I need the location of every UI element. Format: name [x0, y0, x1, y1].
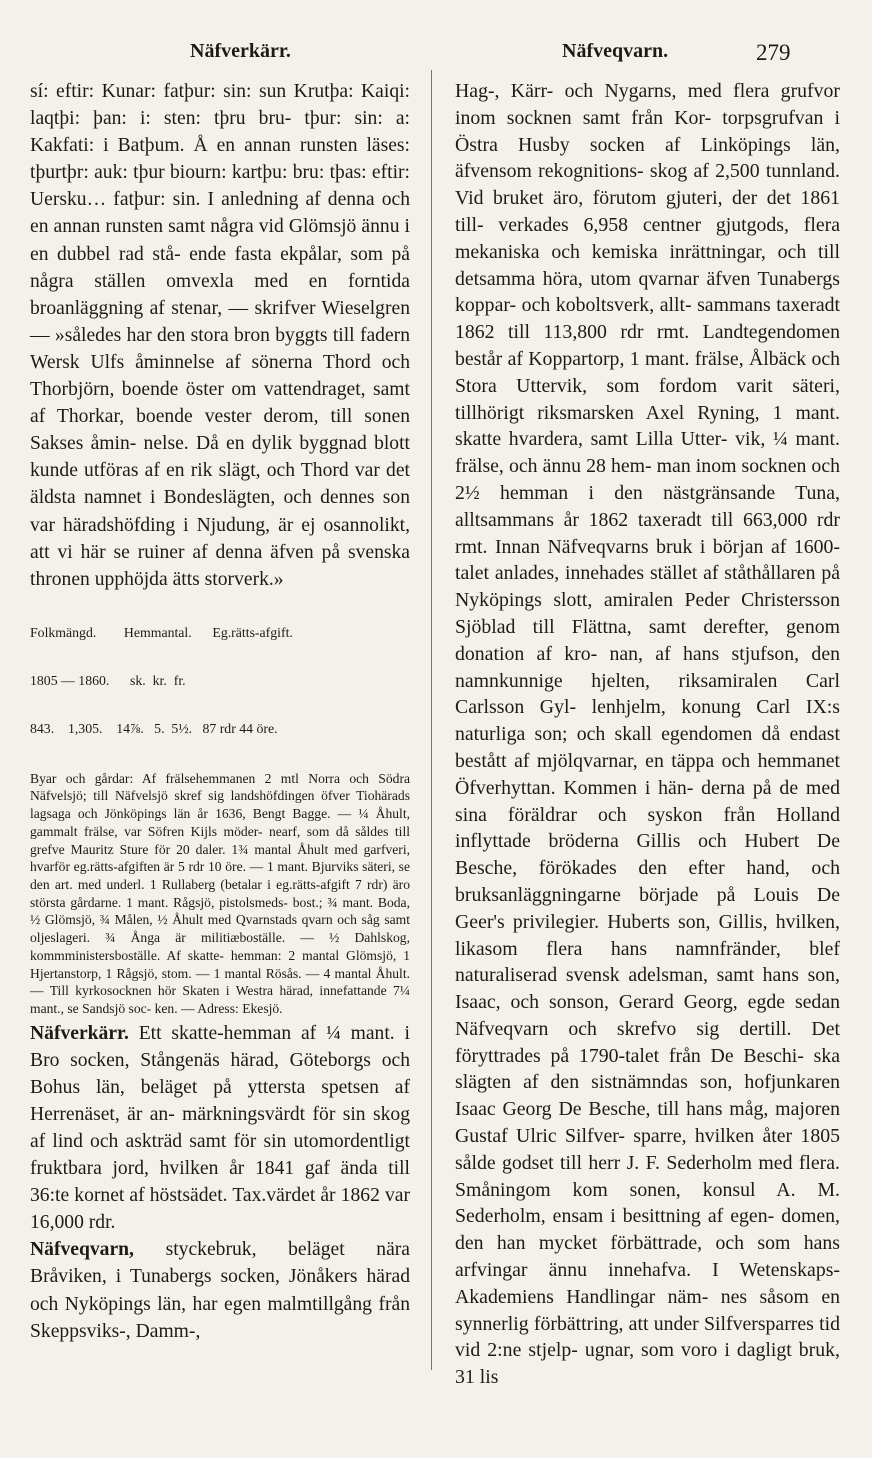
statistics-table — [30, 593, 410, 769]
entry-text-nafverkarr: Ett skatte-hemman af ¼ mant. i Bro socken, Stångenäs härad, Göteborgs och Bohus län, beläget på yttersta spetsen af Herrenäset, är an- märkningsvärdt för sin skog af lind och askträd samt för sin utomordentligt fruktbara jord, hvilken år 1841 gaf ända till 36:te kornet af höstsädet. Tax.värdet år 1862 var 16,000 rdr. — [30, 1022, 410, 1234]
stats-years: 1805 — 1860. sk. kr. fr. — [30, 672, 186, 688]
runic-inscription-paragraph: sí: eftir: Kunar: fatþur: sin: sun Krutþa: Kaiqi: laqtþi: þan: i: sten: tþru bru- tþur: sin: a: Kakfati: i Batþum. Å en annan runsten läses: tþurtþr: auk: tþur biourn: kartþu: bru: tþas: eftir: Uersku… fatþur: sin. I anledning af denna och en annan runsten samt några vid Glömsjö ännu i en dubbel rad stå- ende fasta ekpålar, som på några ställen omvexla med en forntida broanläggning af stenar, — skrifver Wieselgren — »således har den stora bron byggts till fadern Wersk Ulfs åminnelse af sönerna Thord och Thorbjörn, boende öster om vattendraget, samt af Thorkar, boende vester derom, till sonen Sakses åmin- nelse. Då en dylik byggnad blott kunde utföras af en rik slägt, och Thord var det äldsta namnet i Bondeslägten, och dennes son var häradshöfding i Njudung, är ej osannolikt, att vi här se ruiner af denna äfven på svenska thronen upphöjda ätts storverk.» — [30, 81, 410, 590]
entry-text-nafveqvarn: styckebruk, beläget nära Bråviken, i Tunabergs socken, Jönåkers härad och Nyköpings län, har egen malmtillgång från Skeppsviks-, Damm-, — [30, 1239, 411, 1342]
stats-values: 843. 1,305. 14⅞. 5. 5½. 87 rdr 44 öre. — [30, 720, 278, 736]
entry-nafveqvarn — [30, 1236, 410, 1344]
entry-title-nafverkarr: Näfverkärr. — [30, 1022, 129, 1044]
entry-nafverkarr — [30, 1020, 410, 1237]
running-header-right: Näfveqvarn. — [562, 40, 669, 62]
nafveqvarn-continued: Hag-, Kärr- och Nygarns, med flera grufvor inom socknen samt från Kor- torpsgrufvan i Östra Husby socken af Linköpings län, äfvensom rekognitions- skog af 2,500 tunnland. Vid bruket äro, förutom gjuteri, der det 1861 till- verkades 6,958 centner gjutgods, flera mekaniska och kemiska inrättningar, och till detsamma höra, utom qvarnar äfven Tunabergs koppar- och koboltsverk, allt- sammans taxeradt 1862 till 113,800 rdr rmt. Landtegendomen består af Koppartorp, 1 mant. frälse, Ålbäck och Stora Uttervik, som fordom varit säteri, tillhörigt riksmarsken Axel Ryning, 1 mant. skatte hvardera, samt Lilla Utter- vik, ¼ mant. frälse, och ännu 28 hem- man inom socknen och 2½ hemman i den nästgränsande Tuna, alltsammans år 1862 taxeradt till 663,000 rdr rmt. Innan Näfveqvarns bruk i början af 1600-talet anlades, innehades stället af ståthållaren på Nyköpings slott, amiralen Peder Christersson Sjöblad till Flättna, samt derefter, genom donation af kro- nan, af hans stjufson, den namnkunnige hjelten, riksamiralen Carl Carlsson Gyl- lenhjelm, konung Carl IX:s naturliga son; och skall egendomen då endast bestått af mjölqvarnar, en täppa och hemmanet Öfverhyttan. Kommen i hän- derna på de med sina föräldrar och syskon från Holland inflyttade bröderna Gillis och Hubert De Besche, förökades den efter hand, och bruksanläggningarne började på Louis De Geer's privilegier. Huberts son, Gillis, hvilken, likasom flera hans namnfränder, blef naturaliserad svensk adelsman, samt hans son, Isaac, och sonson, Gerard Georg, egde sedan Näfveqvarn och skrefvo sig dertill. Det föryttrades på 1790-talet från De Beschi- ska slägten af den sistnämndas son, hofjunkaren Isaac Georg De Besche, till hans måg, majoren Gustaf Ulric Silfver- sparre, hvilken åter 1805 sålde godset till herr J. F. Sederholm med flera. Småningom kom sonen, konsul A. M. Sederholm, ensam i besittning af egen- domen, den han mycket förbättrade, och som hans arfvingar ännu innehafva. I Wetenskaps-Akademiens Handlingar näm- nes såsom en synnerlig förbättring, att under Silfversparres tid vid 2:ne stjelp- ugnar, som voro i dagligt bruk, 31 lis — [455, 80, 840, 1389]
stats-headers: Folkmängd. Hemmantal. Eg.rätts-afgift. — [30, 624, 293, 640]
page-number: 279 — [756, 40, 791, 65]
right-column — [455, 78, 840, 1391]
running-header-left: Näfverkärr. — [190, 40, 291, 62]
entry-title-nafveqvarn: Näfveqvarn, — [30, 1239, 134, 1261]
left-column — [30, 78, 410, 1345]
farms-notes: Byar och gårdar: Af frälsehemmanen 2 mtl Norra och Södra Näfvelsjö; till Näfvelsjö skref sig landshöfdingen öfver Tiohärads lagsaga och Jönköpings län år 1636, Bengt Bagge. — ¼ Åhult, gammalt frälse, var Söfren Kijls möder- nearf, som då såldes till grefve Mauritz Sture för 20 daler. 1¾ mantal Åhult med garfveri, hvarför eg.rätts-afgiften är 5 rdr 10 öre. — 1 mant. Bjurviks säteri, se den art. med underl. 1 Rullaberg (betalar i eg.rätts-afgift 7 rdr) äro största gårdarne. 1 mant. Rågsjö, pistolsmeds- bost.; ¾ mant. Boda, ½ Glömsjö, ¾ Målen, ½ Åhult med Qvarnstads qvarn och såg samt oljeslageri. ¾ Ånga är militiæboställe. — ½ Dahlskog, kommministersboställe. Af skatte- hemman: 2 mantal Glömsjö, 1 Hjertanstorp, 1 Rågsjö, stom. — 1 mantal Rösås. — 4 mantal Åhult. — Till kyrkosocknen hör Skaten i Westra härad, innefattande 7¼ mant., se Sandsjö soc- ken. — Adress: Ekesjö. — [30, 770, 410, 1016]
column-divider — [431, 70, 432, 1370]
